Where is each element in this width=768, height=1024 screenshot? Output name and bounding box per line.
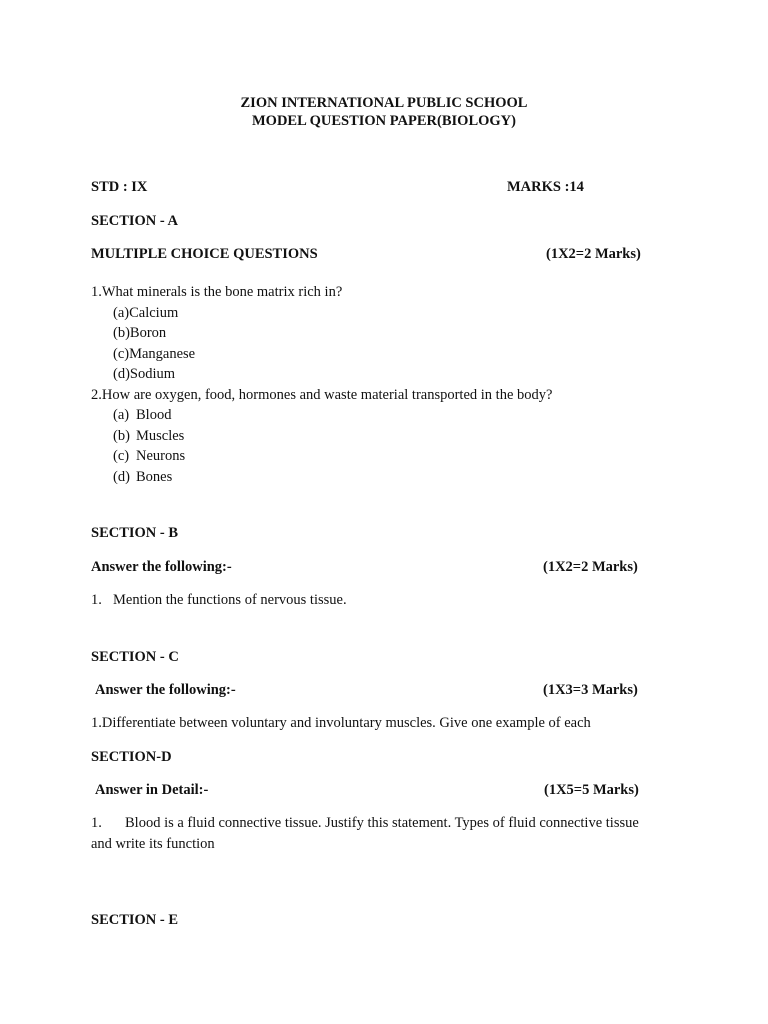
option-a1-d: (d)Sodium [113,366,176,382]
section-a-subtitle: MULTIPLE CHOICE QUESTIONS [91,246,318,262]
option-text: Neurons [136,448,186,464]
question-number: 1. [91,592,102,608]
option-a2-d [113,467,173,487]
option-label: (d) [113,469,130,485]
option-text: Bones [136,469,173,485]
option-a1-a: (a)Calcium [113,305,179,321]
question-d1-continued: and write its function [91,836,215,852]
section-c-subtitle: Answer the following:- [95,682,236,698]
question-a2: 2.How are oxygen, food, hormones and waste material transported in the body? [91,387,553,403]
option-a2-c [113,446,186,466]
paper-title: MODEL QUESTION PAPER(BIOLOGY) [252,113,516,129]
section-b-title: SECTION - B [91,525,179,541]
section-d-subtitle: Answer in Detail:- [95,782,209,798]
option-label: (c) [113,448,130,464]
section-e-title: SECTION - E [91,912,179,928]
question-d1 [91,813,639,833]
question-a1: 1.What minerals is the bone matrix rich in? [91,284,343,300]
section-d-title: SECTION-D [91,749,172,765]
section-c-marks: (1X3=3 Marks) [543,682,638,698]
option-label: (b) [113,428,130,444]
option-text: Muscles [136,428,185,444]
marks-total: MARKS :14 [507,179,584,195]
section-a-title: SECTION - A [91,213,179,229]
section-a-marks: (1X2=2 Marks) [546,246,641,262]
question-text: Mention the functions of nervous tissue. [113,592,347,608]
option-a1-c: (c)Manganese [113,346,196,362]
question-text: Blood is a fluid connective tissue. Justify this statement. Types of fluid connective tissue [125,815,639,831]
section-b-subtitle: Answer the following:- [91,559,232,575]
option-text: Blood [136,407,172,423]
school-name: ZION INTERNATIONAL PUBLIC SCHOOL [240,95,528,111]
question-c1: 1.Differentiate between voluntary and involuntary muscles. Give one example of each [91,715,591,731]
question-b1 [91,590,347,610]
option-a2-a [113,405,172,425]
question-number: 1. [91,815,102,831]
option-a2-b [113,426,185,446]
option-a1-b: (b)Boron [113,325,167,341]
section-c-title: SECTION - C [91,649,179,665]
std-label: STD : IX [91,179,148,195]
section-d-marks: (1X5=5 Marks) [544,782,639,798]
section-b-marks: (1X2=2 Marks) [543,559,638,575]
option-label: (a) [113,407,130,423]
